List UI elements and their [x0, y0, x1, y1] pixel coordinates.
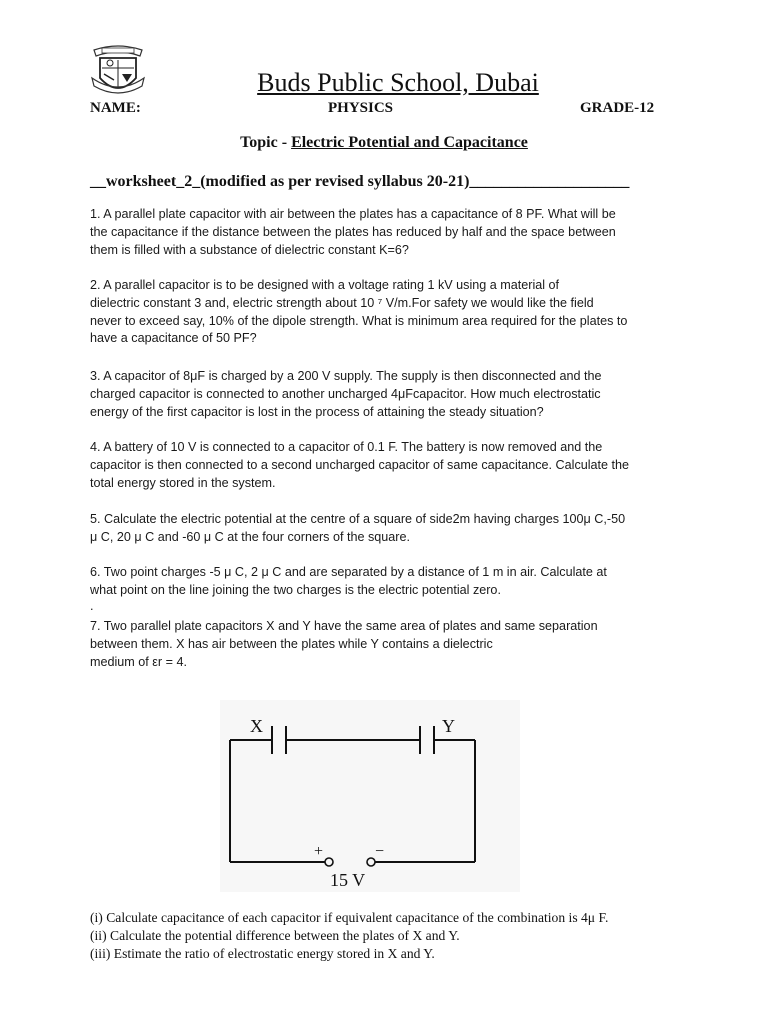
question-line: energy of the first capacitor is lost in the process of attaining the steady situation? [90, 404, 544, 419]
question-line: between them. X has air between the plates while Y contains a dielectric [90, 636, 493, 651]
question-6 [90, 564, 690, 612]
positive-sign: + [314, 843, 324, 860]
question-line: . [90, 598, 94, 613]
subject-label: PHYSICS [328, 100, 394, 116]
question-line: charged capacitor is connected to another uncharged 4μFcapacitor. How much electrostatic [90, 386, 601, 401]
question-line: 4. A battery of 10 V is connected to a capacitor of 0.1 F. The battery is now removed and the [90, 440, 603, 454]
circuit-diagram [220, 700, 520, 892]
question-line: 3. A capacitor of 8μF is charged by a 200 V supply. The supply is then disconnected and the [90, 369, 602, 383]
question-5 [90, 511, 690, 547]
question-line: the capacitance if the distance between the plates has reduced by half and the space between [90, 224, 616, 239]
voltage-label: 15 V [330, 870, 366, 890]
topic-heading [0, 134, 768, 152]
sub-question: (iii) Estimate the ratio of electrostatic energy stored in X and Y. [90, 946, 435, 961]
capacitor-y-label: Y [442, 716, 455, 736]
question-line: dielectric constant 3 and, electric strength about 10 ⁷ V/m.For safety we would like the field [90, 295, 594, 310]
question-1 [90, 206, 690, 259]
question-line: 6. Two point charges -5 μ C, 2 μ C and are separated by a distance of 1 m in air. Calculate at [90, 565, 607, 579]
question-line: 2. A parallel capacitor is to be designed with a voltage rating 1 kV using a material of [90, 278, 560, 292]
topic-title: Electric Potential and Capacitance [291, 134, 528, 151]
question-3 [90, 368, 690, 421]
question-line: never to exceed say, 10% of the dipole strength. What is minimum area required for the plates to [90, 313, 628, 328]
name-label: NAME: [90, 100, 141, 116]
question-line: what point on the line joining the two charges is the electric potential zero. [90, 582, 501, 597]
question-line: 7. Two parallel plate capacitors X and Y have the same area of plates and same separation [90, 619, 598, 633]
school-name: Buds Public School, Dubai [257, 68, 539, 97]
question-line: have a capacitance of 50 PF? [90, 331, 257, 346]
grade-label: GRADE-12 [580, 100, 655, 116]
question-7 [90, 618, 690, 671]
question-line: μ C, 20 μ C and -60 μ C at the four corners of the square. [90, 529, 410, 544]
question-line: medium of εr = 4. [90, 654, 187, 669]
question-line: 1. A parallel plate capacitor with air between the plates has a capacitance of 8 PF. What will be [90, 207, 616, 221]
question-line: 5. Calculate the electric potential at the centre of a square of side2m having charges 100μ C,-50 [90, 512, 626, 526]
question-4 [90, 439, 690, 492]
sub-questions [90, 909, 710, 963]
worksheet-title: __worksheet_2_(modified as per revised syllabus 20-21)____________________ [90, 173, 630, 190]
question-2 [90, 277, 690, 348]
sub-question: (ii) Calculate the potential difference between the plates of X and Y. [90, 928, 460, 943]
topic-label: Topic - [240, 134, 292, 151]
negative-sign: − [375, 843, 385, 860]
question-line: total energy stored in the system. [90, 475, 276, 490]
capacitor-x-label: X [250, 716, 263, 736]
question-line: capacitor is then connected to a second uncharged capacitor of same capacitance. Calculate the [90, 457, 630, 472]
sub-question: (i) Calculate capacitance of each capacitor if equivalent capacitance of the combination is 4μ F. [90, 910, 609, 925]
question-line: them is filled with a substance of dielectric constant K=6? [90, 242, 409, 257]
